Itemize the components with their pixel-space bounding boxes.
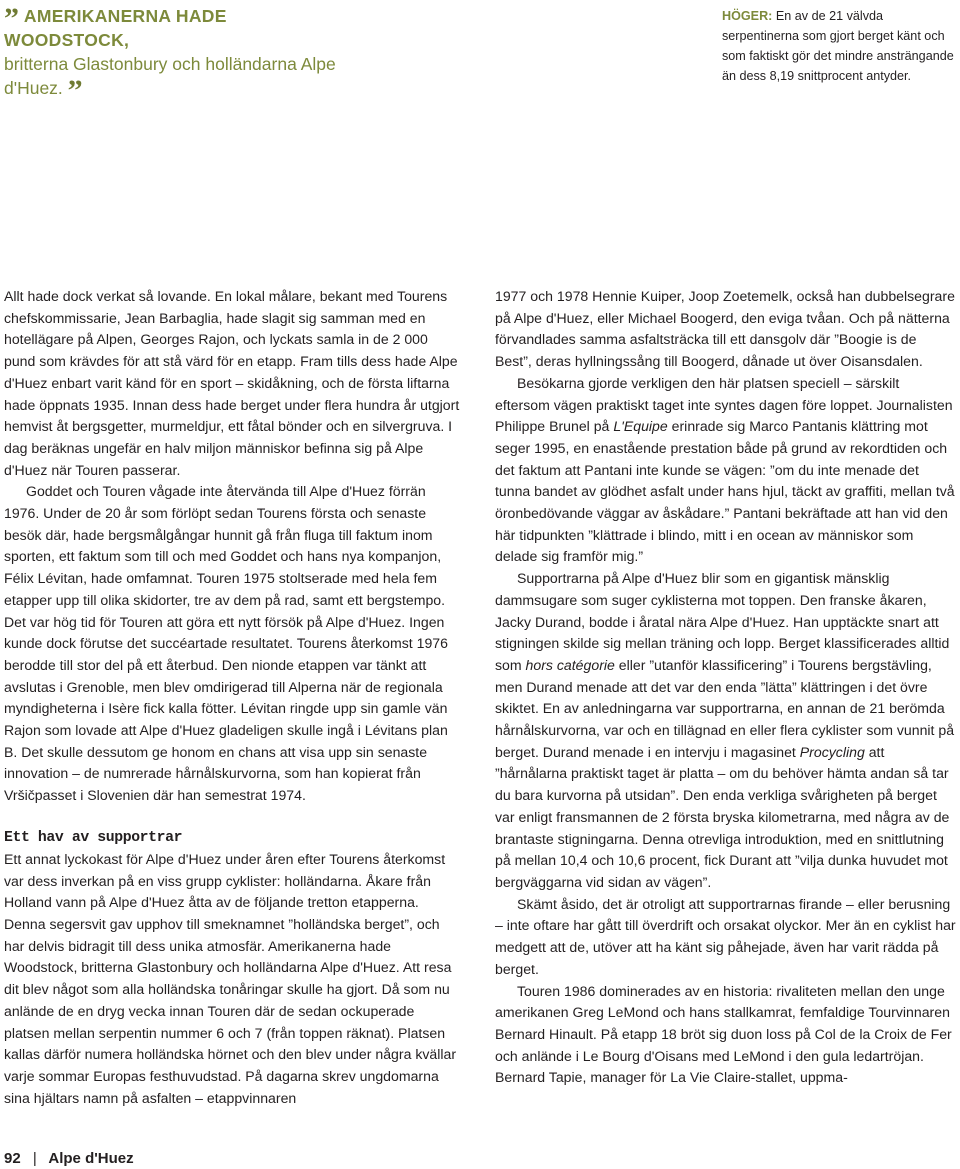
- page-footer: [4, 1150, 134, 1167]
- pull-quote-text: britterna Glastonbury och holländarna Alpe d'Huez.: [4, 54, 336, 98]
- open-quote-mark: ”: [4, 2, 19, 35]
- pull-quote: [4, 2, 349, 107]
- body-paragraph: Ett annat lyckokast för Alpe d'Huez under åren efter Tourens återkomst var dess inverkan på en viss grupp cyklister: holländarna. Åkare från Holland vann på Alpe d'Huez åtta av de följande tretton etapperna. Denna segersvit gav upphov till smeknamnet ”holländska berget”, och har delvis bidragit till dess unika atmosfär. Amerikanerna hade Woodstock, britterna Glastonbury och holländarna Alpe d'Huez. Att resa dit blev något som alla holländska tonåringar skulle ha gjort. Då som nu anlände de en dryg vecka innan Touren där de sedan ockuperade platsen mellan serpentin nummer 6 och 7 (från toppen räknat). Platsen kallas därför numera holländska hörnet och den blev under några kvällar varje sommar Europas festhuvudstad. På dagarna skrev ungdomarna sina hjältars namn på asfalten – etappvinnaren: [4, 850, 457, 1106]
- close-quote-mark: ”: [67, 74, 83, 107]
- text-run: att ”hårnålarna praktiskt taget är platta – om du behöver hämta andan så tar du bara kurvorna på utsidan”. Den enda verkliga svårigheten på berget var enligt fransmannen de 2 första bryska kilometrarna, med några av de brantaste stigningarna. Denna otrevliga introduktion, med en snittlutning på mellan 10,4 och 10,6 procent, fick Durant att ”vilja dunka huvudet mot bergväggarna vid sidan av vägen”.: [495, 743, 950, 890]
- text-run: eller ”utanför klassificering” i Tourens bergstävling, men Durand menade att det var den enda ”lätta” klättringen i det övre skiktet. En av anledningarna var supportrarna, en annan de 21 berömda hårnålskurvorna, var och en tillägnad en eller flera cyklister som vunnit på berget. Durand menade i en intervju i magasinet: [495, 656, 955, 760]
- caption-label: HÖGER:: [722, 9, 773, 23]
- body-paragraph: [495, 568, 956, 894]
- caption-text: En av de 21 välvda serpentinerna som gjort berget känt och som faktiskt gör det mindre ansträngande än dess 8,19 snittprocent antyder.: [722, 9, 954, 83]
- publication-name: L'Equipe: [613, 418, 668, 435]
- text-run: Besökarna gjorde verkligen den här platsen speciell – särskilt eftersom vägen praktiskt taget inte syntes dagen före loppet. Journalisten Philippe Brunel på: [495, 374, 953, 435]
- section-name: Alpe d'Huez: [48, 1150, 134, 1167]
- section-heading: Ett hav av supportrar: [4, 829, 183, 846]
- emphasis-term: hors catégorie: [525, 656, 615, 673]
- text-run: Supportrarna på Alpe d'Huez blir som en gigantisk mänsklig dammsugare som suger cyklisterna mot toppen. Den franske åkaren, Jacky Durand, bodde i åratal nära Alpe d'Huez. Han upptäckte snart att stigningen skilde sig mellan träning och lopp. Berget klassificerades alltid som: [495, 570, 950, 673]
- text-run: erinrade sig Marco Pantanis klättring mot seger 1995, en enastående prestation både på grund av rekordtiden och det faktum att Pantani inte kunde se vägen: ”om du inte menade det tunna bandet av glödhet asfalt under hans hjul, täckt av graffiti, mellan två öronbedövande väggar av åskådare.” Pantani bekräftade att han vid den här tidpunkten ”klättrade i blindo, mitt i en ocean av människor som delade sig framför mig.”: [495, 418, 955, 565]
- body-paragraph: Skämt åsido, det är otroligt att supportrarnas firande – eller berusning – inte oftare har gått till överdrift och orsakat olyckor. Mer än en cyklist har medgett att de, utöver att ha känt sig påhejade, även har varit rädda på berget.: [495, 895, 956, 977]
- footer-separator: |: [32, 1150, 37, 1167]
- pull-quote-lead: AMERIKANERNA HADE WOODSTOCK,: [4, 6, 227, 50]
- right-column: [495, 286, 956, 1089]
- body-paragraph: 1977 och 1978 Hennie Kuiper, Joop Zoetemelk, också han dubbelsegrare på Alpe d'Huez, eller Michael Boogerd, den eviga tvåan. Och på nätterna förvandlades samma asfaltsträcka till ett dansgolv där ”Boogie is de Best”, deras hyllningssång till Boogerd, dånade ut över Oisansdalen.: [495, 288, 955, 370]
- publication-name: Procycling: [799, 743, 865, 760]
- left-column: [4, 286, 461, 1109]
- page-number: 92: [4, 1150, 21, 1167]
- body-paragraph: Goddet och Touren vågade inte återvända till Alpe d'Huez förrän 1976. Under de 20 år som förlöpt sedan Tourens första och senaste besök där, hade bergsmålgångar hunnit gå från fluga till faktum inom sporten, ett faktum som till och med Goddet och hans nya kompanjon, Félix Lévitan, hade omfamnat. Touren 1975 stoltserade med hela fem etapper upp till olika skidorter, tre av dem på rad, samt ett bergstempo. Det var hög tid för Touren att göra ett nytt försök på Alpe d'Huez. Ingen kunde dock förutse det succéartade resultatet. Tourens återkomst 1976 berodde till stor del på ett återbud. Den nionde etappen var tänkt att avslutas i Grenoble, men blev omdirigerad till Alperna när de regionala myndigheterna i Isère fick kalla fötter. Lévitan ringde upp sin gamle vän Rajon som lovade att Alpe d'Huez gladeligen skulle ingå i Lévitans plan B. Det skulle dessutom ge honom en chans att visa upp sin senaste innovation – de numrerade hårnålskurvorna, som han kopierat från Vršičpasset i Slovenien där han semestrat 1974.: [4, 483, 448, 804]
- body-paragraph: Allt hade dock verkat så lovande. En lokal målare, bekant med Tourens chefskommissarie, Jean Barbaglia, hade slagit sig samman med en hotellägare på Alpen, Georges Rajon, och lyckats samla in de 2 000 pund som krävdes för att stå värd för en etapp. Fram tills dess hade Alpe d'Huez enbart varit känd för en sport – skidåkning, och de första liftarna hade öppnats 1935. Innan dess hade berget under flera hundra år utgjort hemvist åt bergsgetter, murmeldjur, ett fåtal bönder och en silvergruva. I dag beräknas ungefär en halv miljon människor befinna sig på Alpe d'Huez när Touren passerar.: [4, 288, 460, 478]
- photo-caption: [722, 6, 954, 86]
- body-paragraph: Touren 1986 dominerades av en historia: rivaliteten mellan den unge amerikanen Greg LeMond och hans stallkamrat, femfaldige Tourvinnaren Bernard Hinault. På etapp 18 bröt sig duon loss på Col de la Croix de Fer och anlände i Le Bourg d'Oisans med LeMond i den gula ledartröjan. Bernard Tapie, manager för La Vie Claire-stallet, uppma-: [495, 982, 952, 1086]
- body-paragraph: [495, 373, 956, 568]
